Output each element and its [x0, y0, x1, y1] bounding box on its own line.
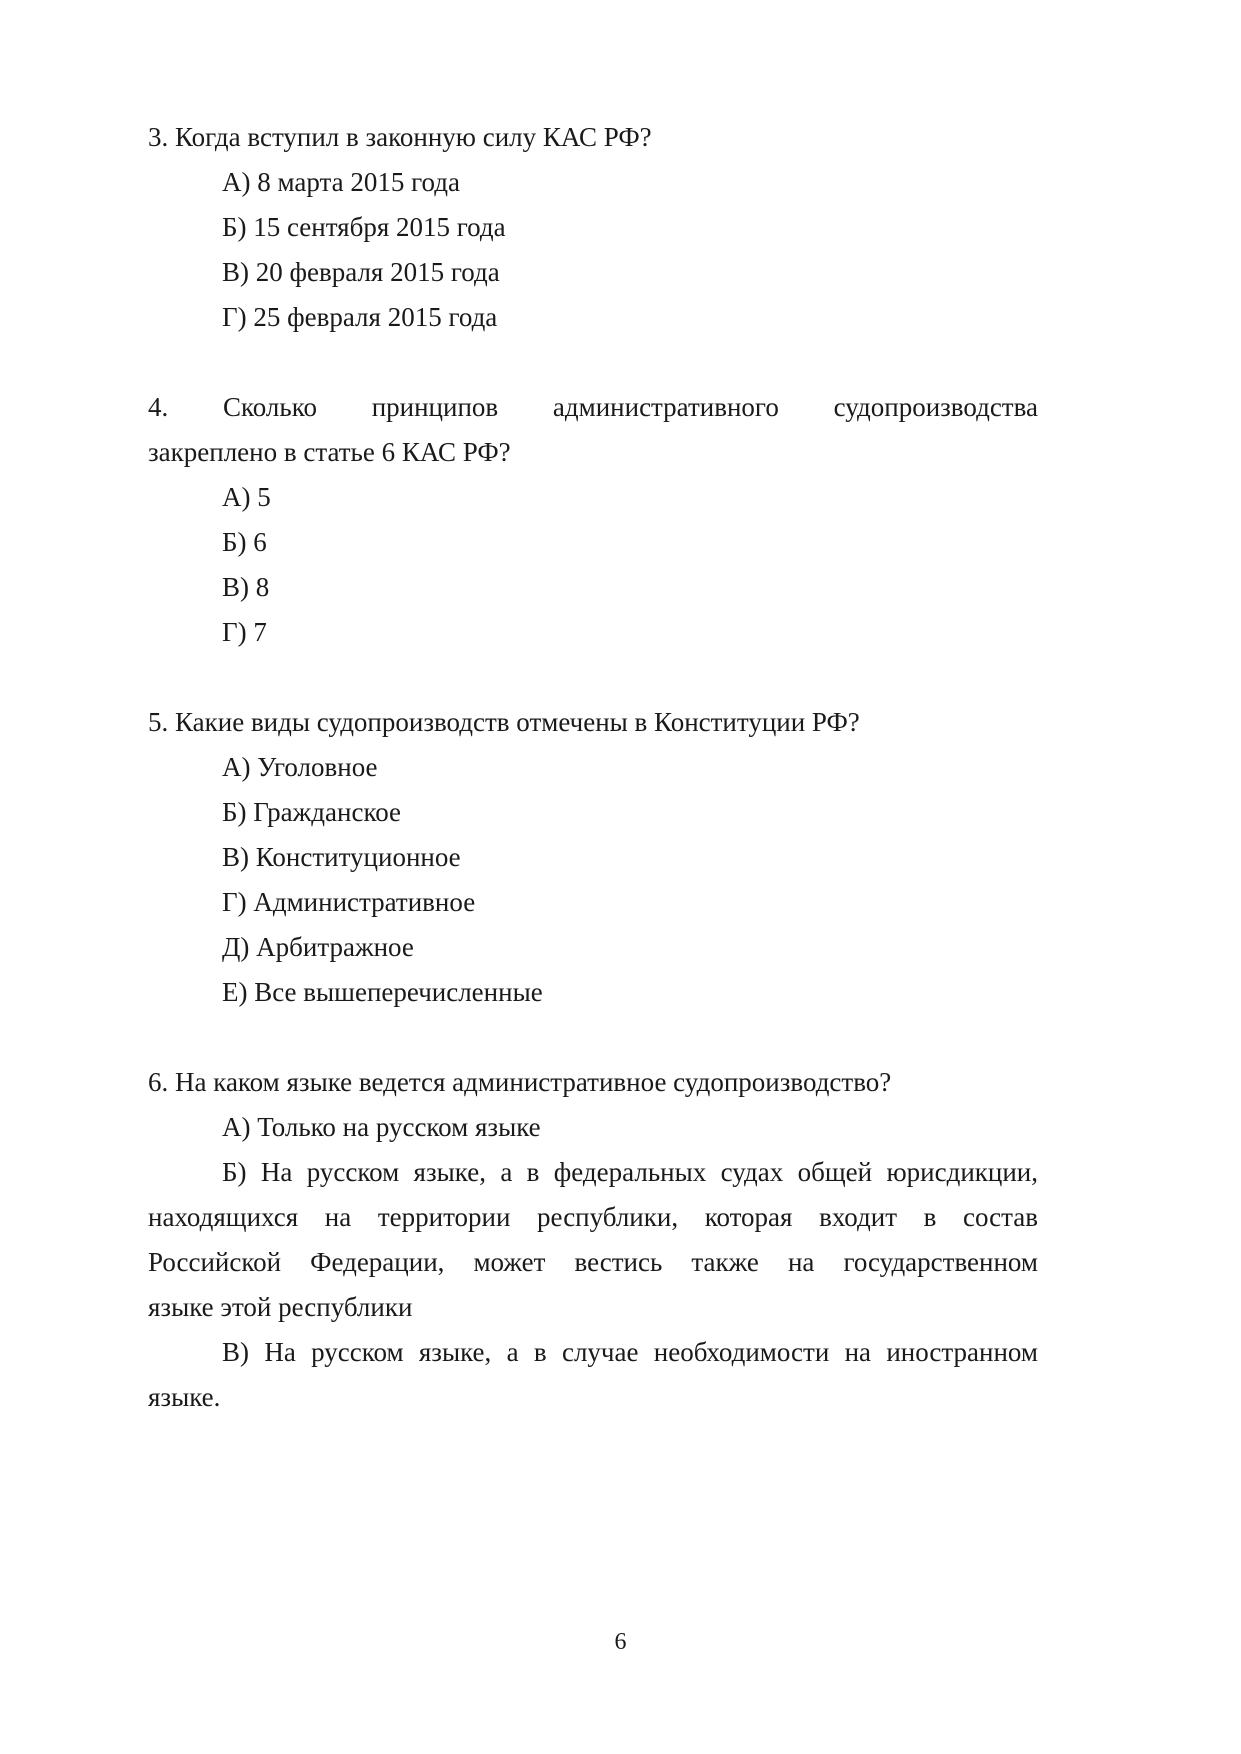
question-5-option-b: Б) Гражданское — [222, 797, 402, 827]
question-6-option-b-line-4: языке этой республики — [148, 1292, 413, 1322]
question-6-option-b-line-3: Российской Федерации, может вестись также на государственном — [148, 1247, 1038, 1277]
question-4-option-c: В) 8 — [222, 572, 270, 602]
question-3-text: 3. Когда вступил в законную силу КАС РФ? — [148, 122, 652, 152]
page-number: 6 — [614, 1629, 627, 1655]
question-5-option-f: Е) Все вышеперечисленные — [222, 977, 543, 1007]
question-4-text-line-2: закреплено в статье 6 КАС РФ? — [148, 437, 511, 467]
question-5-option-a: А) Уголовное — [222, 752, 378, 782]
question-3-option-c: В) 20 февраля 2015 года — [222, 257, 500, 287]
question-4-text-line-1: 4. Сколько принципов административного судопроизводства — [148, 392, 1038, 422]
question-6-option-a: А) Только на русском языке — [222, 1112, 541, 1142]
question-5-text: 5. Какие виды судопроизводств отмечены в Конституции РФ? — [148, 707, 860, 737]
question-3-option-a: А) 8 марта 2015 года — [222, 167, 460, 197]
question-4-option-d: Г) 7 — [222, 617, 267, 647]
question-5-option-d: Г) Административное — [222, 887, 476, 917]
question-4-option-b: Б) 6 — [222, 527, 267, 557]
question-6-option-c-line-2: языке. — [148, 1382, 221, 1412]
question-6-text: 6. На каком языке ведется административное судопроизводство? — [148, 1067, 892, 1097]
question-4-option-a: А) 5 — [222, 482, 271, 512]
question-3-option-d: Г) 25 февраля 2015 года — [222, 302, 498, 332]
question-6-option-b-line-2: находящихся на территории республики, которая входит в состав — [148, 1202, 1038, 1232]
question-6-option-c-line-1: В) На русском языке, а в случае необходимости на иностранном — [222, 1337, 1038, 1367]
question-5-option-c: В) Конституционное — [222, 842, 461, 872]
question-3-option-b: Б) 15 сентября 2015 года — [222, 212, 506, 242]
question-5-option-e: Д) Арбитражное — [222, 932, 414, 962]
question-6-option-b-line-1: Б) На русском языке, а в федеральных судах общей юрисдикции, — [222, 1157, 1038, 1187]
